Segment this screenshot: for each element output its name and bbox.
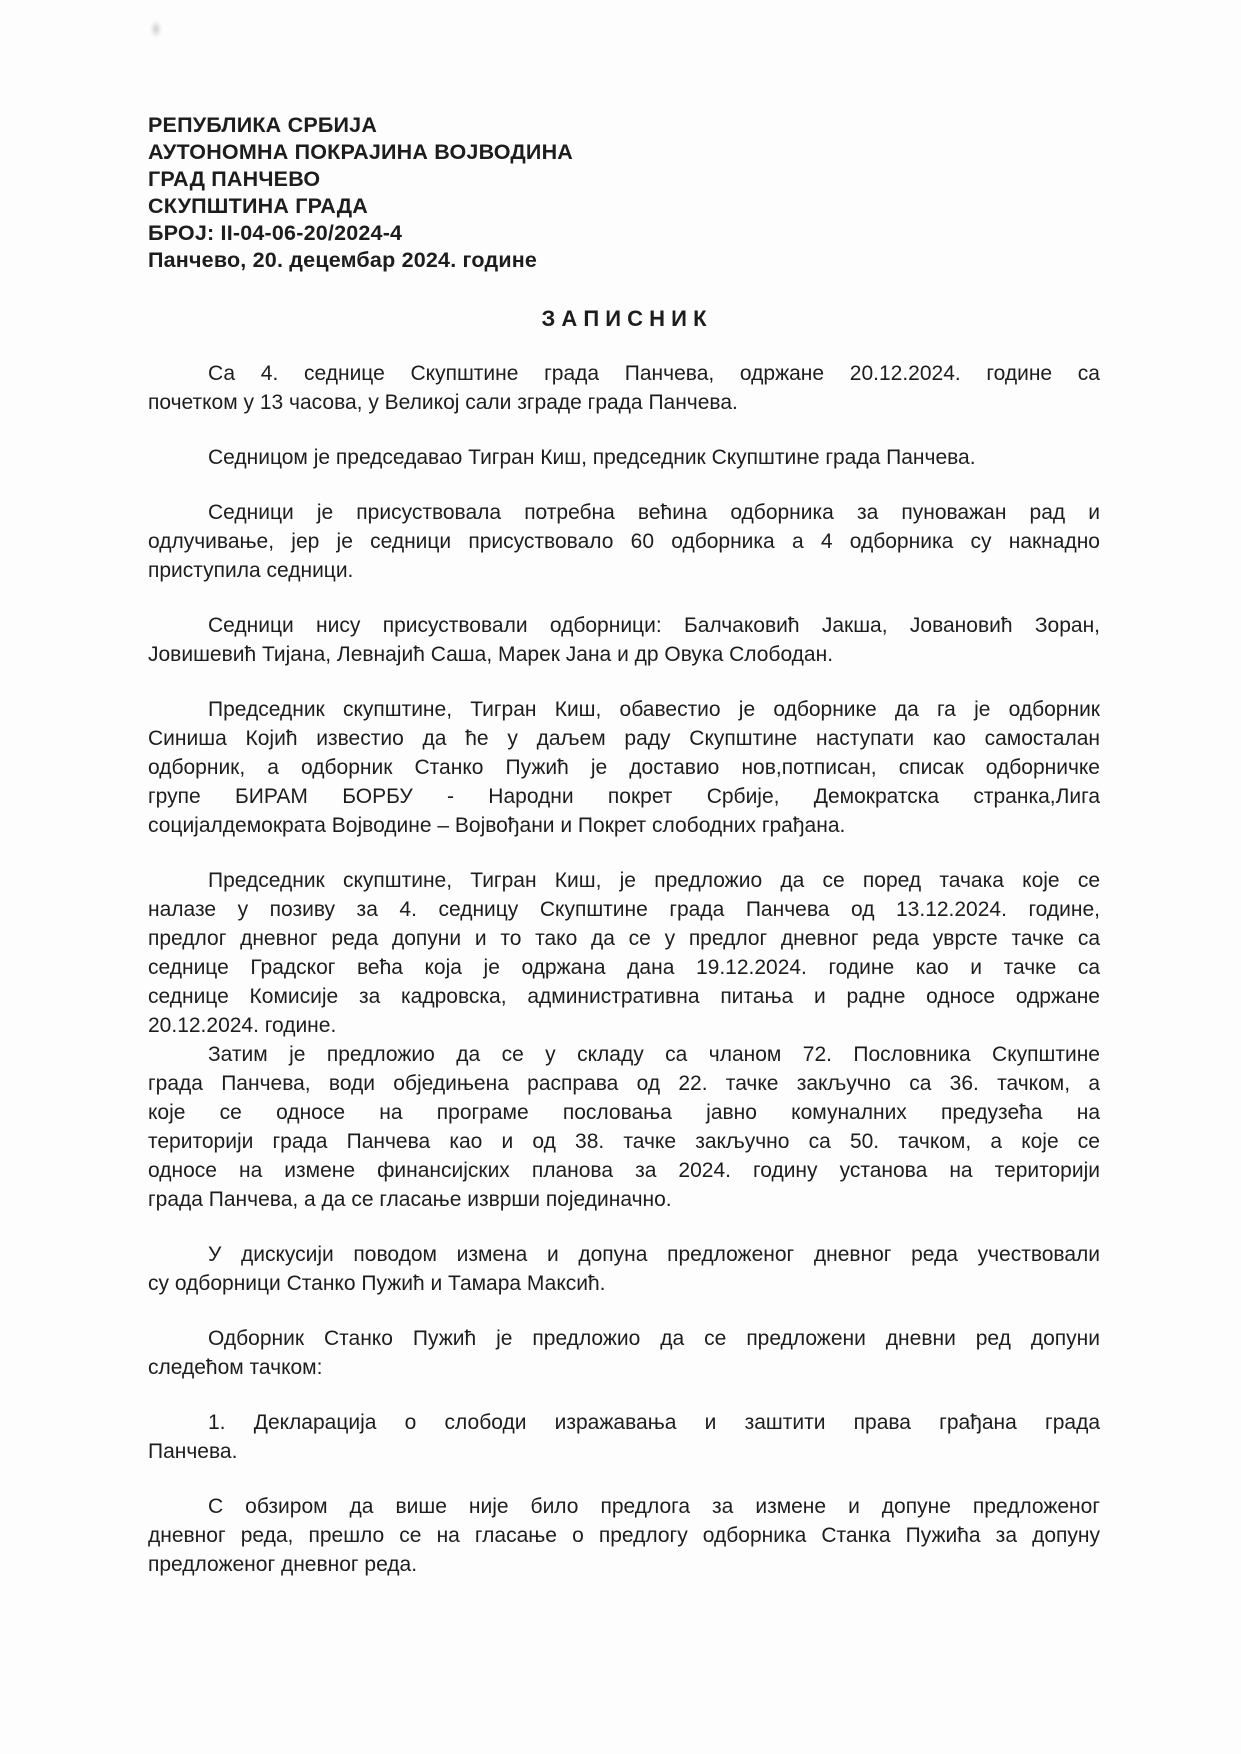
text-line: Седницом је председавао Тигран Киш, председник Скупштине града Панчева. [208, 446, 976, 469]
paragraph [148, 1492, 1100, 1579]
paragraph [148, 359, 1100, 417]
text-line: Седници је присуствовала потребна већина одборника за пуноважан рад и [208, 501, 1100, 524]
paragraph [148, 498, 1100, 585]
text-line: почетком у 13 часова, у Великој сали зграде града Панчева. [148, 391, 738, 414]
text-line: одлучивање, јер је седници присуствовало 60 одборника а 4 одборника су накнадно [148, 530, 1100, 553]
scan-smudge [150, 20, 162, 38]
text-line: следећом тачком: [148, 1356, 323, 1379]
text-line: територији града Панчева као и од 38. тачке закључно са 50. тачком, а које се [148, 1130, 1100, 1153]
text-line: су одборници Станко Пужић и Тамара Максић. [148, 1272, 606, 1295]
text-line: града Панчева, води обједињена расправа од 22. тачке закључно са 36. тачком, а [148, 1072, 1100, 1095]
text-line: града Панчева, а да се гласање изврши појединачно. [148, 1188, 672, 1211]
text-line: предложеног дневног реда. [148, 1553, 418, 1576]
letterhead-line-date: Панчево, 20. децембар 2024. године [148, 248, 538, 272]
paragraph [148, 866, 1100, 1040]
paragraph [148, 1408, 1100, 1466]
text-line: С обзиром да више није било предлога за измене и допуне предложеног [208, 1495, 1100, 1518]
letterhead-line-assembly: СКУПШТИНА ГРАДА [148, 194, 369, 218]
text-line: Са 4. седнице Скупштине града Панчева, одржане 20.12.2024. године са [208, 362, 1100, 385]
text-line: седнице Градског већа која је одржана дана 19.12.2024. године као и тачке са [148, 956, 1100, 979]
letterhead-line-number: БРОЈ: II-04-06-20/2024-4 [148, 221, 403, 245]
text-line: У дискусији поводом измена и допуна предложеног дневног реда учествовали [208, 1243, 1100, 1266]
letterhead-line-republic: РЕПУБЛИКА СРБИЈА [148, 113, 378, 137]
text-line: односе на измене финансијских планова за 2024. годину установа на територији [148, 1159, 1100, 1182]
text-line: Јовишевић Тијана, Левнајић Саша, Марек Јана и др Овука Слободан. [148, 643, 834, 666]
text-line: седнице Комисије за кадровска, административна питања и радне односе одржане [148, 985, 1100, 1008]
document-title: З А П И С Н И К [541, 306, 707, 331]
text-line: дневног реда, прешло се на гласање о предлогу одборника Станка Пужића за допуну [148, 1524, 1100, 1547]
letterhead [148, 112, 1100, 274]
text-line: одборник, а одборник Станко Пужић је доставио нов,потписан, списак одборничке [148, 756, 1100, 779]
text-line: предлог дневног реда допуни и то тако да се у предлог дневног реда уврсте тачке са [148, 927, 1100, 950]
paragraph [148, 443, 1100, 472]
paragraph [148, 1240, 1100, 1298]
text-line: Одборник Станко Пужић је предложио да се предложени дневни ред допуни [208, 1327, 1100, 1350]
text-line: 20.12.2024. године. [148, 1014, 337, 1037]
document-body [148, 359, 1100, 1579]
text-line: 1. Декларација о слободи изражавања и заштити права грађана града [208, 1411, 1100, 1434]
letterhead-line-province: АУТОНОМНА ПОКРАЈИНА ВОЈВОДИНА [148, 140, 574, 164]
document-content [148, 112, 1100, 1579]
letterhead-line-city: ГРАД ПАНЧЕВО [148, 167, 321, 191]
paragraph [148, 1324, 1100, 1382]
text-line: Затим је предложио да се у складу са чланом 72. Пословника Скупштине [208, 1043, 1100, 1066]
text-line: групе БИРАМ БОРБУ - Народни покрет Србије, Демократска странка,Лига [148, 785, 1100, 808]
paragraph [148, 695, 1100, 840]
text-line: Синиша Којић известио да ће у даљем раду Скупштине наступати као самосталан [148, 727, 1100, 750]
text-line: које се односе на програме пословања јавно комуналних предузећа на [148, 1101, 1100, 1124]
text-line: Председник скупштине, Тигран Киш, обавестио је одборнике да га је одборник [208, 698, 1100, 721]
text-line: налазе у позиву за 4. седницу Скупштине града Панчева од 13.12.2024. године, [148, 898, 1100, 921]
text-line: социјалдемократа Војводине – Војвођани и Покрет слободних грађана. [148, 814, 846, 837]
paragraph [148, 1040, 1100, 1214]
text-line: Седници нису присуствовали одборници: Балчаковић Јакша, Јовановић Зоран, [208, 614, 1100, 637]
text-line: Председник скупштине, Тигран Киш, је предложио да се поред тачака које се [208, 869, 1100, 892]
paragraph [148, 611, 1100, 669]
text-line: Панчева. [148, 1440, 238, 1463]
text-line: приступила седници. [148, 559, 354, 582]
